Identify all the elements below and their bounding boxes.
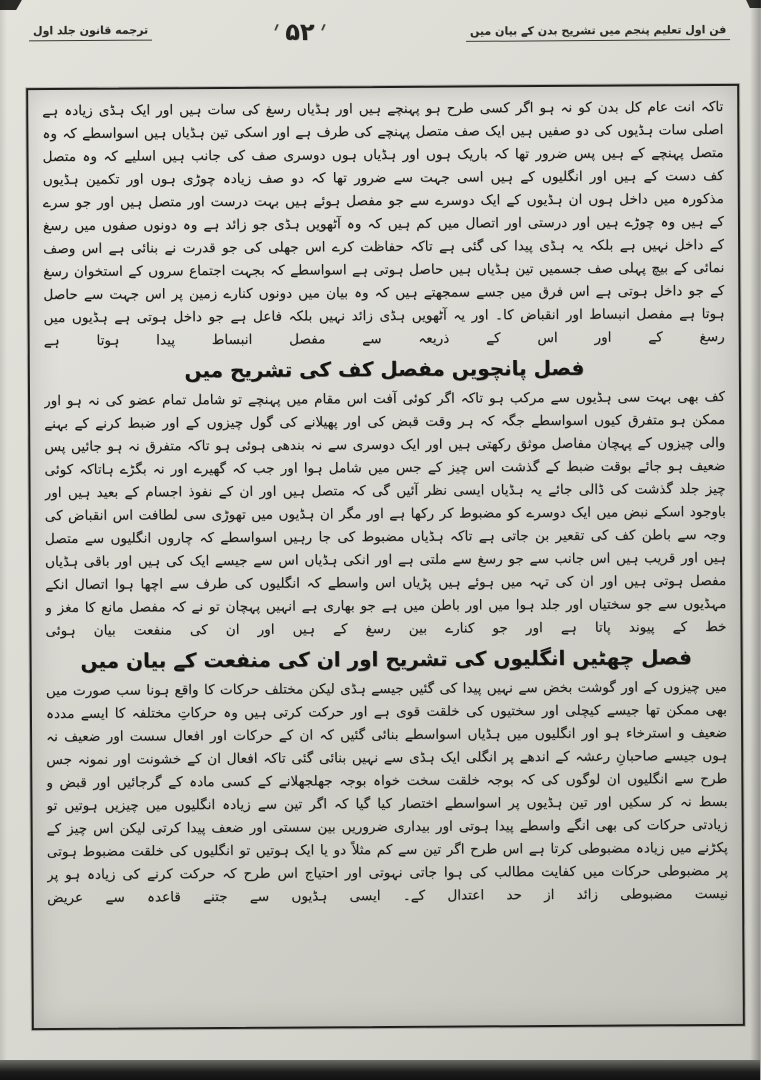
running-head-left-title: فن اول تعلیم پنجم میں تشریح بدن کے بیان میں [467,21,731,42]
page-body [43,96,730,1020]
section-heading: فصل پانچویں مفصل کف کی تشریح میں [185,355,586,383]
section-heading: فصل چھٹیں انگلیوں کی تشریح اور ان کی منفعت کے بیان میں [81,645,693,673]
running-head-right-title: ترجمه قانون جلد اول [30,22,153,42]
scan-edge-shadow-right [751,0,761,1060]
body-paragraph: کف بھی بہت سی ہڈیوں سے مرکب ہو تاکہ اگر کوئی آفت اس مقام میں پہنچے تو شامل تمام عضو کی نہ ہو اور ممکن ہو متفرق کیوں اسواسطے جگہ کہ ہر وقت قبض کی اور پھیلانے کی گول چیزوں کے اور ضبط کرنے کے بہنے والی چیزوں کے پہچان مفاصل موثق رکھتی ہیں اور ایک دوسری سے نہ بندھی ہوئی ہو تاکہ متفرق نہ ہو جائیں پس ضعیف ہو جائے بوقت ضبط کے گذشت اس چیز کے جس میں شامل ہوا اور جب کہ گھیرے اور نہ بگڑے ہاتاکہ کوئی چیز جلد گذشت کی ڈالی جائے یہ ہڈیاں ایسی نظر آئیں گی کہ متصل ہیں اور ان کے نفوذ اجسام کے بعید ہیں اور باوجود اسکے نبض میں ایک دوسرے کو مضبوط کر رکھا ہے اور مگر ان ہڈیوں میں تھوڑی سی لطافت اس انقباض کی وجہ سے باطن کف کی تقعیر بن جاتی ہے تاکہ ہڈیاں مضبوط کی جا رہیں اسواسطے کہ چاروں انگلیوں سے متصل ہیں اور قریب ہیں اس جانب سے جو رسغ سے ملتی ہے اور انکی ہڈیاں اس سے جیسے ایک کی ہیں اور باقی ہڈیاں مفصل ہوتی ہیں اور ان کی تہہ میں ہوئے ہیں پڑیاں اس واسطے کہ انگلیوں کی طرف سے اچھا ہوا اتصال انکے مہڈیوں سے جو سختیاں اور جلد ہوا میں اور باطن میں ہے جو بھاری ہے انہیں پہچان تو نے کہ مفصل مانع کا مغز و خط کے پیوند پاتا ہے اور جو کنارے بین رسغ کے ہیں اور ان کی منفعت بیان ہوئی [44,388,728,640]
body-paragraph: تاکہ انت عام کل بدن کو نہ ہو اگر کسی طرح ہو پہنچے ہیں اور ہڈیاں رسغ کی سات ہیں اور ایک ہڈی زیادہ ہے اصلی سات ہڈیوں کی دو صفیں ہیں ایک صف متصل پہنچے کی طرف ہے اور اسکی تین ہڈیاں ہیں اسواسطے کہ وہ متصل پہنچے کے ہیں پس ضرور تھا کہ باریک ہوں اور ہڈیاں ہوں دوسری صف کی جانب ہیں اسلیے کہ وہ متصل کف دست کے ہیں اور انگلیوں کے ہیں اسی جہت سے ضرور تھا کہ دو صف زیادہ چوڑی ہوں اور تکمین ہڈیوں مذکورہ میں داخل ہوں ان ہڈیوں کے ایک دوسرے سے جو مفصل ہوئے ہیں بہت درست اور متصل ہیں اور جو سرے کے ہیں وہ چوڑے ہیں اور درستی اور اتصال میں کم ہیں کہ وہ آٹھویں ہڈی جو زائد ہے وہ دونوں صفوں میں رسغ کے داخل نہیں ہے بلکہ یہ ہڈی پیدا کی گئی ہے تاکہ حفاظت کرے اس جھلی کی جو قدرت نے بنائی ہے اس وصف نمائی کے بیچ پہلی صف جسمیں تین ہڈیاں ہیں حاصل ہوتی ہے اسواسطے کہ بجہت اجتماع سروں کے استخوان رسغ کے جو داخل ہوتی ہے اس فرق میں جسے سمجھتے ہیں کہ وہ بیان میں دونوں کنارے زمین پر اس جہت سے حاصل ہوتا ہے مفصل انبساط اور انقباض کا۔ اور یہ آٹھویں ہڈی زائد نہیں بلکہ فاعل ہے جو داخل ہوتی ہے ہڈیوں میں رسغ کے اور اس کے ذریعہ سے مفصل انبساط پیدا ہوتا ہے [43,98,726,350]
scan-edge-shadow-bottom [0,1060,761,1080]
running-head [30,18,731,62]
text-frame-border [27,84,746,1030]
scan-edge-shadow-left [0,0,8,1060]
page-number: ؍ ۵۲ ؍ [286,18,315,46]
body-paragraph: میں چیزوں کے اور گوشت بخض سے نہیں پیدا کی گئیں جیسے ہڈی لیکن مختلف حرکات کا واقع ہونا سب صورت میں بھی ممکن تھا جیسے کیچلی اور سختیوں کی خلقت قوی ہے اور حرکت کرتی ہیں وہ حرکاتِ مختلفہ کا ایسے مددہ ضعیف و استرخاء ہو اور انگلیوں میں ہڈیاں اسواسطے بنائی گئیں کہ ان کے حرکات اور افعال سست اور ضعیف نہ ہوں جیسے صاحبانِ رعشہ کے اندھے پر انگلی ایک ہڈی سے نہیں بنائی گئی تاکہ افعال ان کے خشونت اور نمونہ جس طرح سے انگلیوں ان لوگوں کی کہ بوجہ خلقت سخت خواہ بوجہ جھلجھلانے کے کسی مادہ کے گرجائیں اور قبض و بسط نہ کر سکیں اور تین ہڈیوں پر اسواسطے اختصار کیا گیا کہ اگر تین سے زیادہ انگلیوں میں چیزیں ہوتیں تو زیادتی حرکات کی بھی انگے واسطے پیدا ہوتی اور بیداری ضروریں بین سستی اور ضعف پیدا کرتی لیکن اس چیز کے پکڑنے میں زیادہ مضبوطی کرتا ہے اس طرح اگر تین سے کم مثلاً دو یا ایک ہوتیں تو انگلیوں کی خلقت مضبوط ہوتی پر مضبوطی حرکات میں کفایت مطالب کی ہوا جاتی نہوتی اور احتیاج اس طرح کہ حرکت کرنے کی زیادہ ہو پر نیست مضبوطی زائد از حد اعتدال کے۔ ایسی ہڈیوں سے جتنے قاعدہ سے عریض [46,678,730,907]
